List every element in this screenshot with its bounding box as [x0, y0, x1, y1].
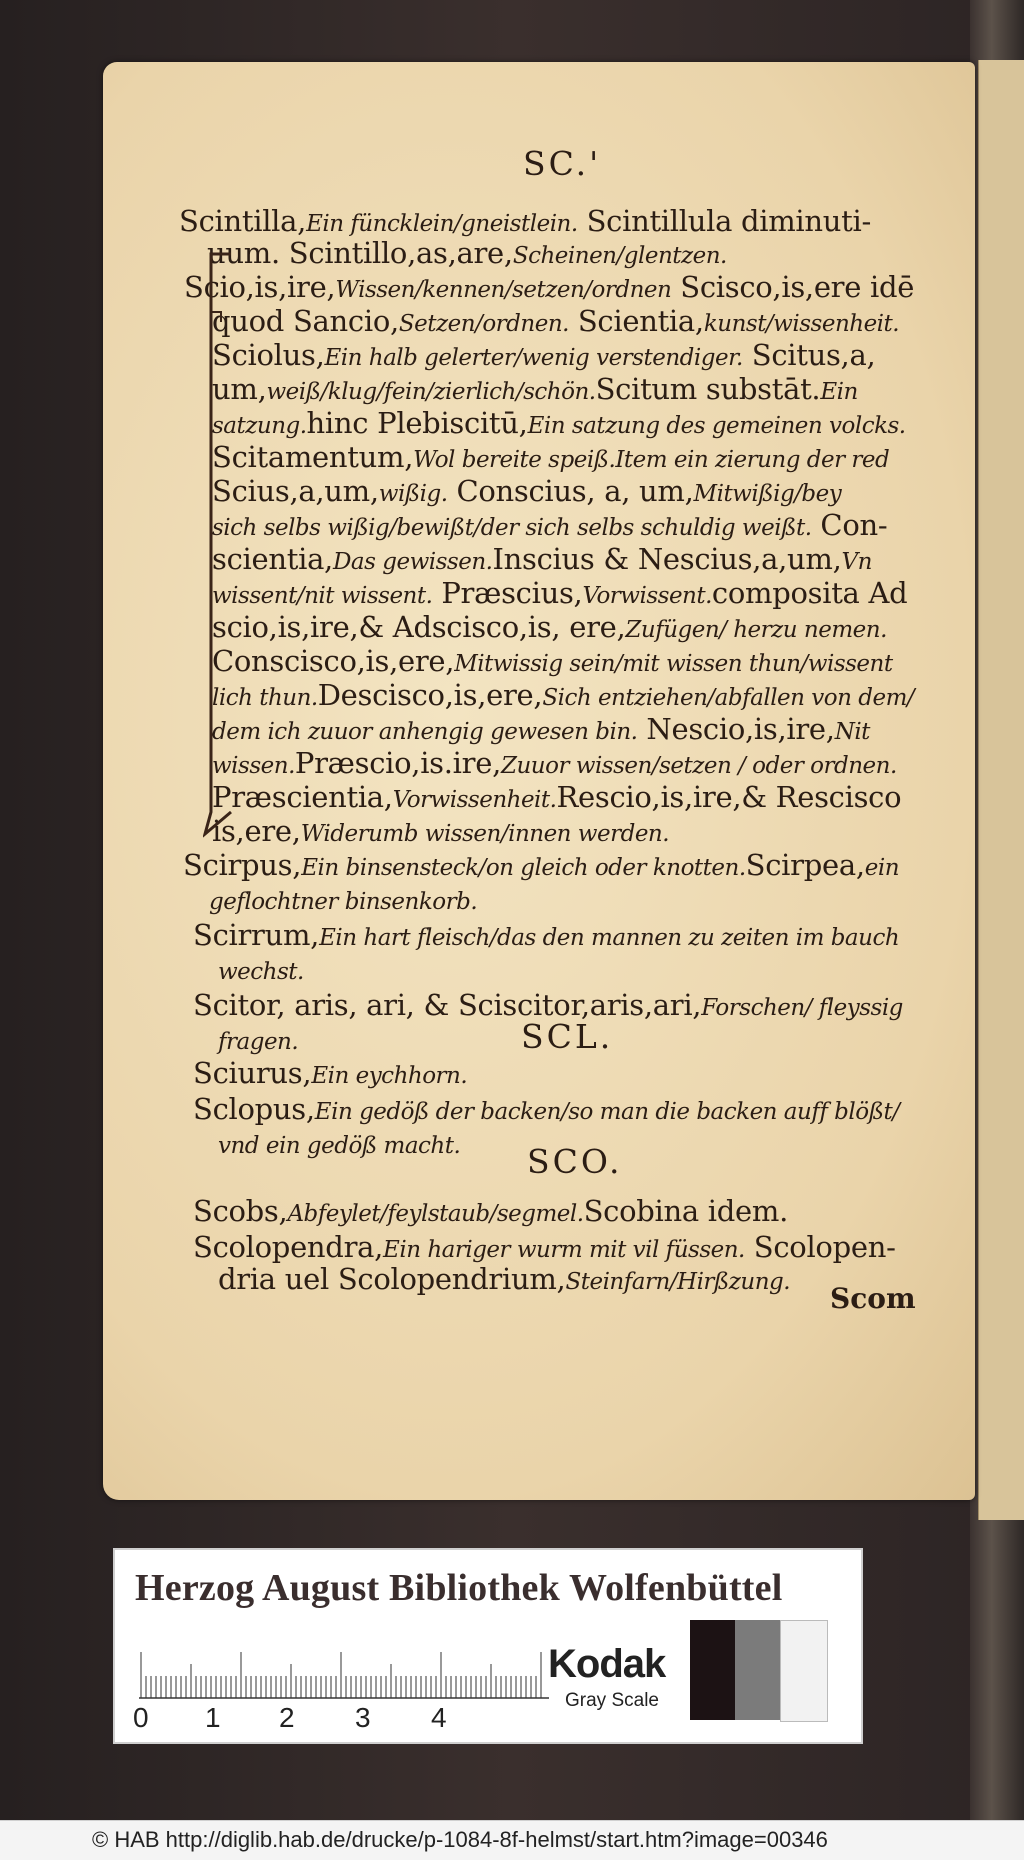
- german-gloss: weiß/klug/fein/zierlich/schön.: [266, 379, 596, 405]
- latin-headword: Scientia,: [568, 304, 704, 338]
- german-gloss: wißig.: [378, 481, 448, 507]
- text-line: [179, 204, 871, 238]
- text-line: [212, 372, 858, 406]
- german-gloss: wissen.: [212, 753, 295, 779]
- latin-headword: Sciolus,: [212, 338, 325, 372]
- text-line: [212, 576, 907, 610]
- latin-headword: is,ere,: [212, 814, 301, 848]
- text-line: [212, 678, 914, 712]
- german-gloss: Vorwissenheit.: [392, 787, 557, 813]
- copyright-text: © HAB http://diglib.hab.de/drucke/p-1084-8f-helmst/start.htm?image=00346: [92, 1827, 828, 1852]
- text-line: [212, 542, 872, 576]
- text-line: [212, 440, 889, 474]
- text-line: [212, 712, 870, 746]
- latin-headword: uum. Scintillo,as,are,: [207, 236, 513, 270]
- latin-headword: Scintilla,: [179, 204, 307, 238]
- text-line: [212, 780, 901, 814]
- color-reference-card: [113, 1548, 863, 1744]
- text-line: [212, 508, 887, 542]
- latin-headword: Scirrum,: [193, 918, 320, 952]
- latin-headword: Sclopus,: [193, 1092, 315, 1126]
- latin-headword: Scio,is,ire,: [184, 270, 336, 304]
- latin-headword: um,: [212, 372, 267, 406]
- section-heading-scl: SCL.: [521, 1017, 614, 1056]
- german-gloss: Mitwissig sein/mit wissen thun/wissent: [454, 651, 893, 677]
- german-gloss: kunst/wissenheit.: [703, 311, 900, 337]
- german-gloss: geflochtner binsenkorb.: [209, 889, 478, 915]
- german-gloss: Ein gedöß der backen/so man die backen auff blößt/: [314, 1099, 900, 1125]
- german-gloss: Vn: [841, 549, 872, 575]
- text-line: [207, 236, 727, 270]
- facing-page-edge: [978, 60, 1024, 1520]
- gray-patch-dark: [690, 1620, 736, 1720]
- latin-headword: Inscius & Nescius,a,um,: [492, 542, 842, 576]
- german-gloss: wissent/nit wissent.: [212, 583, 433, 609]
- library-name: Herzog August Bibliothek Wolfenbüttel: [135, 1567, 783, 1609]
- dictionary-text: [103, 62, 975, 1500]
- german-gloss: Setzen/ordnen.: [398, 311, 569, 337]
- german-gloss: Abfeylet/feylstaub/segmel.: [287, 1201, 584, 1227]
- text-line: [212, 406, 906, 440]
- german-gloss: wechst.: [218, 959, 304, 985]
- ruler-scale: [139, 1638, 559, 1700]
- german-gloss: dem ich zuuor anhengig gewesen bin.: [212, 719, 638, 745]
- latin-headword: Præscius,: [432, 576, 583, 610]
- german-gloss: Wol bereite speiß.Item ein zierung der red: [413, 447, 890, 473]
- latin-headword: Scobs,: [193, 1194, 288, 1228]
- german-gloss: Scheinen/glentzen.: [512, 243, 727, 269]
- latin-headword: Præscio,is.ire,: [294, 746, 501, 780]
- latin-headword: Scolopendra,: [193, 1230, 384, 1264]
- latin-headword: Scisco,is,ere idē: [671, 270, 915, 304]
- book-page: [103, 62, 975, 1500]
- latin-headword: Con-: [811, 508, 888, 542]
- gray-patch-mid: [735, 1620, 781, 1720]
- latin-headword: Scirpus,: [183, 848, 302, 882]
- german-gloss: fragen.: [218, 1029, 299, 1055]
- latin-headword: scio,is,ire,& Adscisco,is, ere,: [212, 610, 626, 644]
- ruler-label-4: 4: [431, 1702, 447, 1733]
- german-gloss: Ein halb gelerter/wenig verstendiger.: [324, 345, 743, 371]
- text-line: [218, 1022, 298, 1056]
- text-line: [193, 988, 903, 1022]
- german-gloss: Zufügen/ herzu nemen.: [625, 617, 887, 643]
- german-gloss: sich selbs wißig/bewißt/der sich selbs schuldig weißt.: [212, 515, 812, 541]
- german-gloss: Ein hariger wurm mit vil füssen.: [383, 1237, 745, 1263]
- german-gloss: Ein hart fleisch/das den mannen zu zeiten im bauch: [319, 925, 900, 951]
- text-line: [212, 474, 841, 508]
- german-gloss: Nit: [834, 719, 870, 745]
- german-gloss: Steinfarn/Hirßzung.: [565, 1269, 791, 1295]
- text-line: [212, 610, 887, 644]
- latin-headword: Scitor, aris, ari, & Sciscitor,aris,ari,: [193, 988, 702, 1022]
- text-line: [193, 1194, 788, 1228]
- section-heading-sc: SC.': [523, 144, 602, 183]
- ruler-label-2: 2: [279, 1702, 295, 1733]
- kodak-logo: Kodak: [548, 1642, 666, 1686]
- german-gloss: Sich entziehen/abfallen von dem/: [542, 685, 915, 711]
- catchword: Scom: [830, 1282, 916, 1315]
- ruler-label-3: 3: [355, 1702, 371, 1733]
- latin-headword: Scitus,a,: [742, 338, 876, 372]
- latin-headword: Scolopen-: [744, 1230, 896, 1264]
- text-line: [212, 304, 899, 338]
- german-gloss: Forschen/ fleyssig: [701, 995, 903, 1021]
- text-line: [212, 814, 669, 848]
- latin-headword: hinc Plebiscitū,: [306, 406, 528, 440]
- german-gloss: Zuuor wissen/setzen / oder ordnen.: [501, 753, 897, 779]
- german-gloss: lich thun.: [212, 685, 318, 711]
- latin-headword: Scirpea,: [745, 848, 865, 882]
- german-gloss: Wissen/kennen/setzen/ordnen: [335, 277, 672, 303]
- german-gloss: Widerumb wissen/innen werden.: [300, 821, 670, 847]
- latin-headword: dria uel Scolopendrium,: [218, 1262, 566, 1296]
- latin-headword: Scintillula diminuti-: [577, 204, 871, 238]
- text-line: [212, 338, 875, 372]
- text-line: [193, 1056, 467, 1090]
- text-line: [212, 746, 897, 780]
- latin-headword: scientia,: [212, 542, 333, 576]
- latin-headword: Descisco,is,ere,: [317, 678, 543, 712]
- german-gloss: Ein füncklein/gneistlein.: [306, 211, 578, 237]
- text-line: [212, 644, 893, 678]
- latin-headword: Scius,a,um,: [212, 474, 379, 508]
- latin-headword: quod Sancio,: [212, 304, 399, 338]
- ruler-label-1: 1: [205, 1702, 221, 1733]
- gray-patch-light: [780, 1620, 828, 1722]
- text-line: [218, 1262, 790, 1296]
- german-gloss: Ein eychhorn.: [311, 1063, 468, 1089]
- german-gloss: Das gewissen.: [332, 549, 493, 575]
- section-heading-sco: SCO.: [527, 1142, 623, 1181]
- text-line: [184, 270, 914, 304]
- german-gloss: Mitwißig/bey: [693, 481, 842, 507]
- text-line: [193, 1092, 899, 1126]
- ruler-label-0: 0: [133, 1702, 149, 1733]
- latin-headword: Scitamentum,: [212, 440, 414, 474]
- latin-headword: Conscius, a, um,: [447, 474, 694, 508]
- german-gloss: Vorwissent.: [582, 583, 712, 609]
- german-gloss: Ein: [820, 379, 858, 405]
- german-gloss: Ein binsensteck/on gleich oder knotten.: [301, 855, 746, 881]
- text-line: [218, 1126, 460, 1160]
- german-gloss: vnd ein gedöß macht.: [218, 1133, 461, 1159]
- copyright-footer: [0, 1820, 1024, 1860]
- text-line: [218, 952, 304, 986]
- latin-headword: Nescio,is,ire,: [637, 712, 835, 746]
- text-line: [209, 882, 477, 916]
- german-gloss: Ein satzung des gemeinen volcks.: [527, 413, 906, 439]
- german-gloss: satzung.: [212, 413, 307, 439]
- latin-headword: composita Ad: [711, 576, 908, 610]
- text-line: [193, 918, 899, 952]
- latin-headword: Scobina idem.: [583, 1194, 789, 1228]
- latin-headword: Conscisco,is,ere,: [212, 644, 455, 678]
- text-line: [183, 848, 899, 882]
- latin-headword: Sciurus,: [193, 1056, 312, 1090]
- manuscript-bracket: [203, 252, 233, 842]
- german-gloss: ein: [864, 855, 900, 881]
- text-line: [193, 1230, 896, 1264]
- latin-headword: Scitum substāt.: [595, 372, 821, 406]
- gray-scale-label: Gray Scale: [565, 1690, 659, 1711]
- latin-headword: Præscientia,: [212, 780, 393, 814]
- latin-headword: Rescio,is,ire,& Rescisco: [556, 780, 902, 814]
